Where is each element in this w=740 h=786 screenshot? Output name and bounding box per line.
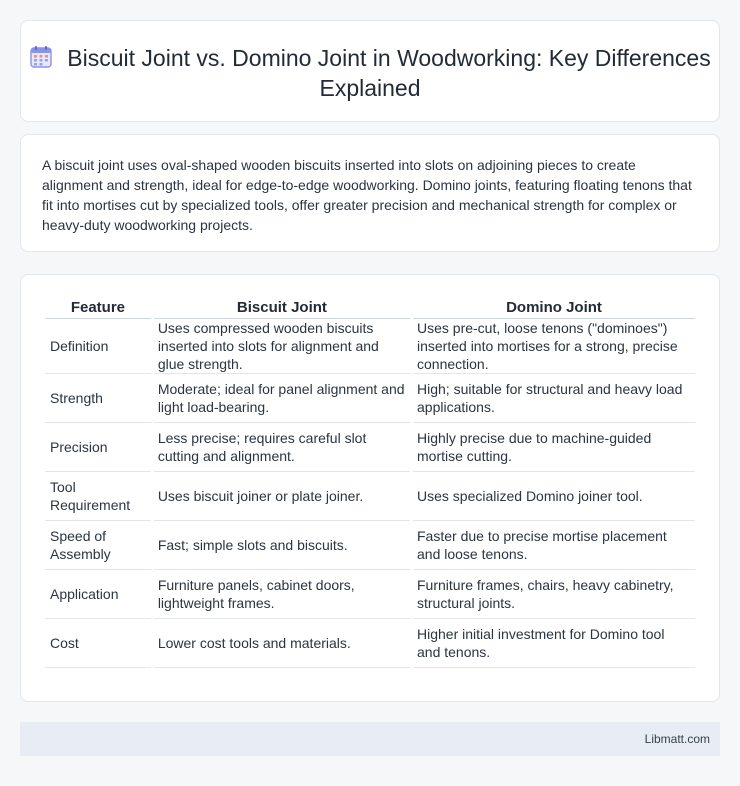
header-domino: Domino Joint xyxy=(413,295,695,319)
biscuit-cell: Uses biscuit joiner or plate joiner. xyxy=(154,472,410,521)
footer-site-link[interactable]: Libmatt.com xyxy=(644,732,710,746)
page-title-wrap xyxy=(21,43,719,103)
table-row xyxy=(45,619,695,668)
feature-cell: Precision xyxy=(45,423,151,472)
biscuit-cell: Furniture panels, cabinet doors, lightweight frames. xyxy=(154,570,410,619)
biscuit-cell: Moderate; ideal for panel alignment and light load-bearing. xyxy=(154,374,410,423)
table-row xyxy=(45,374,695,423)
feature-cell: Application xyxy=(45,570,151,619)
table-row xyxy=(45,472,695,521)
domino-cell: Highly precise due to machine-guided mortise cutting. xyxy=(413,423,695,472)
domino-cell: Uses specialized Domino joiner tool. xyxy=(413,472,695,521)
feature-cell: Strength xyxy=(45,374,151,423)
comparison-card xyxy=(20,274,720,702)
domino-cell: Higher initial investment for Domino tool and tenons. xyxy=(413,619,695,668)
domino-cell: Faster due to precise mortise placement and loose tenons. xyxy=(413,521,695,570)
summary-card xyxy=(20,134,720,252)
biscuit-cell: Lower cost tools and materials. xyxy=(154,619,410,668)
domino-cell: High; suitable for structural and heavy load applications. xyxy=(413,374,695,423)
feature-cell: Tool Requirement xyxy=(45,472,151,521)
biscuit-cell: Fast; simple slots and biscuits. xyxy=(154,521,410,570)
table-row xyxy=(45,423,695,472)
footer-bar xyxy=(20,722,720,756)
biscuit-cell: Less precise; requires careful slot cutting and alignment. xyxy=(154,423,410,472)
feature-cell: Cost xyxy=(45,619,151,668)
title-card xyxy=(20,20,720,122)
calendar-icon xyxy=(29,45,53,69)
table-row xyxy=(45,319,695,374)
feature-cell: Speed of Assembly xyxy=(45,521,151,570)
header-biscuit: Biscuit Joint xyxy=(154,295,410,319)
table-row xyxy=(45,521,695,570)
biscuit-cell: Uses compressed wooden biscuits inserted into slots for alignment and glue strength. xyxy=(154,319,410,374)
table-header-row xyxy=(45,295,695,319)
domino-cell: Uses pre-cut, loose tenons ("dominoes") inserted into mortises for a strong, precise connection. xyxy=(413,319,695,374)
summary-text: A biscuit joint uses oval-shaped wooden biscuits inserted into slots on adjoining pieces to create alignment and strength, ideal for edge-to-edge woodworking. Domino joints, featuring floating tenons that fit into mortises cut by specialized tools, offer greater precision and mechanical strength for complex or heavy-duty woodworking projects. xyxy=(42,157,692,233)
header-feature: Feature xyxy=(45,295,151,319)
table-row xyxy=(45,570,695,619)
feature-cell: Definition xyxy=(45,319,151,374)
domino-cell: Furniture frames, chairs, heavy cabinetry, structural joints. xyxy=(413,570,695,619)
page-title: Biscuit Joint vs. Domino Joint in Woodworking: Key Differences Explained xyxy=(67,45,711,101)
comparison-table xyxy=(42,295,698,668)
